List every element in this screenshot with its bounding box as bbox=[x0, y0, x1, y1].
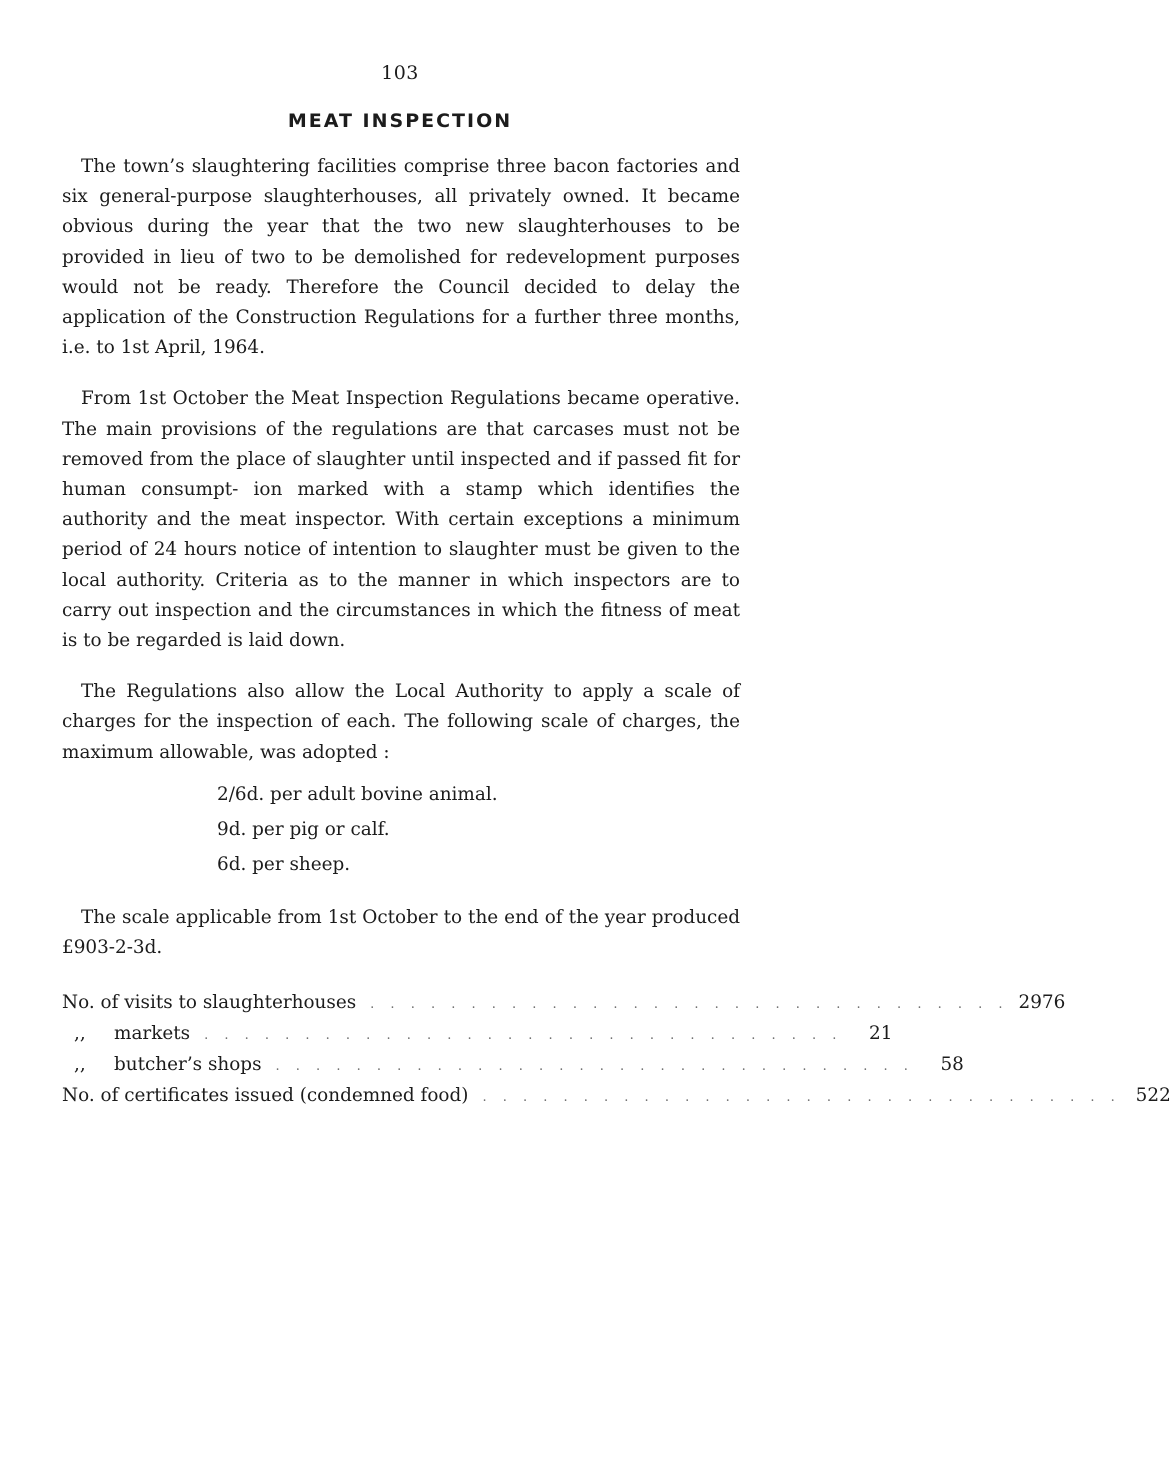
paragraph-inspection-regulations: From 1st October the Meat Inspection Regulations became operative. The main provisions of the regulations are that carcases must not be removed from the place of slaughter until inspected and if passed fit for human consumpt- ion marked with a stamp which identifies the authority and the meat inspector. With certain exceptions a minimum period of 24 hours notice of intention to slaughter must be given to the local authority. Criteria as to the manner in which inspectors are to carry out inspection and the circumstances in which the fitness of meat is to be regarded is laid down. bbox=[62, 388, 740, 652]
stat-label: markets bbox=[114, 1023, 191, 1045]
dot-leader: . . . . . . . . . . . . . . . . . . . . . . . . . . . . . . . . bbox=[204, 1028, 843, 1044]
ditto-mark: ,, bbox=[74, 1054, 86, 1076]
statistics-table bbox=[62, 987, 1171, 1111]
stat-value: 21 bbox=[869, 1023, 893, 1045]
stat-label: No. of certificates issued (condemned food) bbox=[62, 1085, 469, 1107]
page-number: 103 bbox=[381, 62, 419, 84]
paragraph-scale-of-charges: The Regulations also allow the Local Authority to apply a scale of charges for the inspection of each. The following scale of charges, the maximum allowable, was adopted : bbox=[62, 681, 740, 763]
dot-leader: . . . . . . . . . . . . . . . . . . . . . . . . . . . . . . . . bbox=[370, 997, 1009, 1013]
stat-row-slaughterhouse-visits bbox=[62, 987, 1066, 1018]
paragraph-charges-produced: The scale applicable from 1st October to the end of the year produced £903-2-3d. bbox=[62, 906, 740, 959]
stat-row-certificates-issued bbox=[62, 1080, 1171, 1111]
charges-list bbox=[62, 777, 740, 882]
charge-item-pig-calf: 9d. per pig or calf. bbox=[217, 818, 390, 840]
stat-value: 58 bbox=[940, 1054, 964, 1076]
stat-row-market-visits bbox=[62, 1018, 893, 1049]
ditto-mark: ,, bbox=[74, 1023, 86, 1045]
stat-label: butcher’s shops bbox=[114, 1054, 262, 1076]
page-title: MEAT INSPECTION bbox=[287, 110, 513, 132]
stat-label-group bbox=[62, 1049, 262, 1080]
stat-row-butcher-shop-visits bbox=[62, 1049, 964, 1080]
document-body bbox=[62, 152, 1171, 1111]
stat-value: 522 bbox=[1135, 1085, 1171, 1107]
dot-leader: . . . . . . . . . . . . . . . . . . . . . . . . . . . . . . . . bbox=[482, 1090, 1121, 1106]
stat-label-group bbox=[62, 1018, 190, 1049]
dot-leader: . . . . . . . . . . . . . . . . . . . . . . . . . . . . . . . . bbox=[275, 1059, 914, 1075]
paragraph-slaughtering-facilities: The town’s slaughtering facilities comprise three bacon factories and six general-purpose slaughterhouses, all privately owned. It became obvious during the year that the two new slaughterhouses to be provided in lieu of two to be demolished for redevelopment purposes would not be ready. Therefore the Council decided to delay the application of the Construction Regulations for a further three months, i.e. to 1st April, 1964. bbox=[62, 156, 740, 359]
charge-item-sheep: 6d. per sheep. bbox=[217, 853, 351, 875]
stat-label: No. of visits to slaughterhouses bbox=[62, 992, 357, 1014]
charge-item-bovine: 2/6d. per adult bovine animal. bbox=[217, 783, 498, 805]
stat-value: 2976 bbox=[1018, 992, 1066, 1014]
